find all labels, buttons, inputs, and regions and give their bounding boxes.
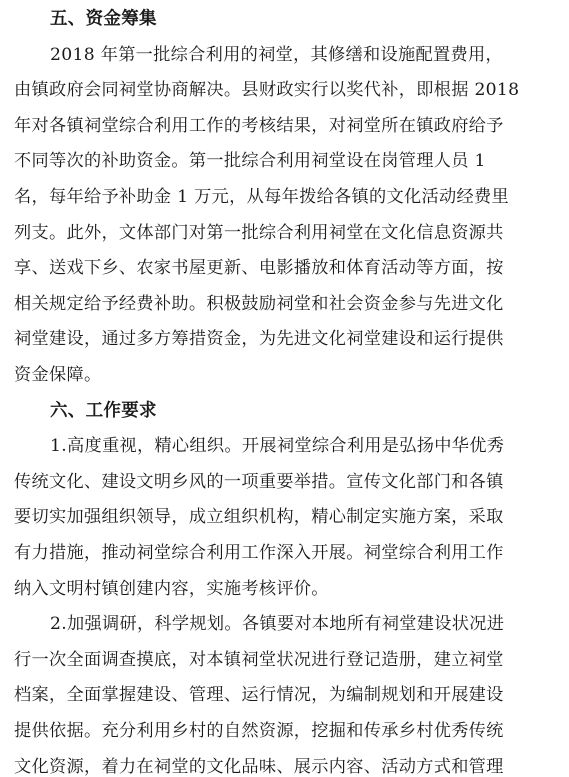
paragraph-line: 由镇政府会同祠堂协商解决。县财政实行以奖代补，即根据 2018 xyxy=(14,80,520,101)
paragraph-line: 2.加强调研，科学规划。各镇要对本地所有祠堂建设状况进 xyxy=(50,614,505,635)
paragraph-line: 传统文化、建设文明乡风的一项重要举措。宣传文化部门和各镇 xyxy=(14,471,504,492)
paragraph-line: 行一次全面调查摸底，对本镇祠堂状况进行登记造册，建立祠堂 xyxy=(14,649,504,670)
paragraph-line: 年对各镇祠堂综合利用工作的考核结果，对祠堂所在镇政府给予 xyxy=(14,115,504,136)
paragraph-line: 名，每年给予补助金 1 万元，从每年拨给各镇的文化活动经费里 xyxy=(14,187,509,207)
paragraph-line: 纳入文明村镇创建内容，实施考核评价。 xyxy=(14,578,329,599)
section-heading-funding: 五、资金筹集 xyxy=(50,9,157,29)
paragraph-line: 要切实加强组织领导，成立组织机构，精心制定实施方案，采取 xyxy=(14,507,504,528)
paragraph-line: 享、送戏下乡、农家书屋更新、电影播放和体育活动等方面，按 xyxy=(14,258,504,279)
paragraph-line: 文化资源，着力在祠堂的文化品味、展示内容、活动方式和管理 xyxy=(14,756,504,777)
paragraph-line: 资金保障。 xyxy=(14,365,102,385)
paragraph-line: 相关规定给予经费补助。积极鼓励祠堂和社会资金参与先进文化 xyxy=(14,293,504,314)
paragraph-line: 提供依据。充分利用乡村的自然资源，挖掘和传承乡村优秀传统 xyxy=(14,721,504,741)
paragraph-line: 祠堂建设，通过多方筹措资金，为先进文化祠堂建设和运行提供 xyxy=(14,329,504,350)
paragraph-line: 2018 年第一批综合利用的祠堂，其修缮和设施配置费用， xyxy=(50,44,503,65)
paragraph-line: 有力措施，推动祠堂综合利用工作深入开展。祠堂综合利用工作 xyxy=(14,543,504,563)
section-heading-requirements: 六、工作要求 xyxy=(50,400,157,421)
paragraph-line: 列支。此外，文体部门对第一批综合利用祠堂在文化信息资源共 xyxy=(14,222,504,243)
paragraph-line: 不同等次的补助资金。第一批综合利用祠堂设在岗管理人员 1 xyxy=(14,151,486,172)
paragraph-line: 1.高度重视，精心组织。开展祠堂综合利用是弘扬中华优秀 xyxy=(50,436,505,457)
paragraph-line: 档案，全面掌握建设、管理、运行情况，为编制规划和开展建设 xyxy=(14,685,504,706)
